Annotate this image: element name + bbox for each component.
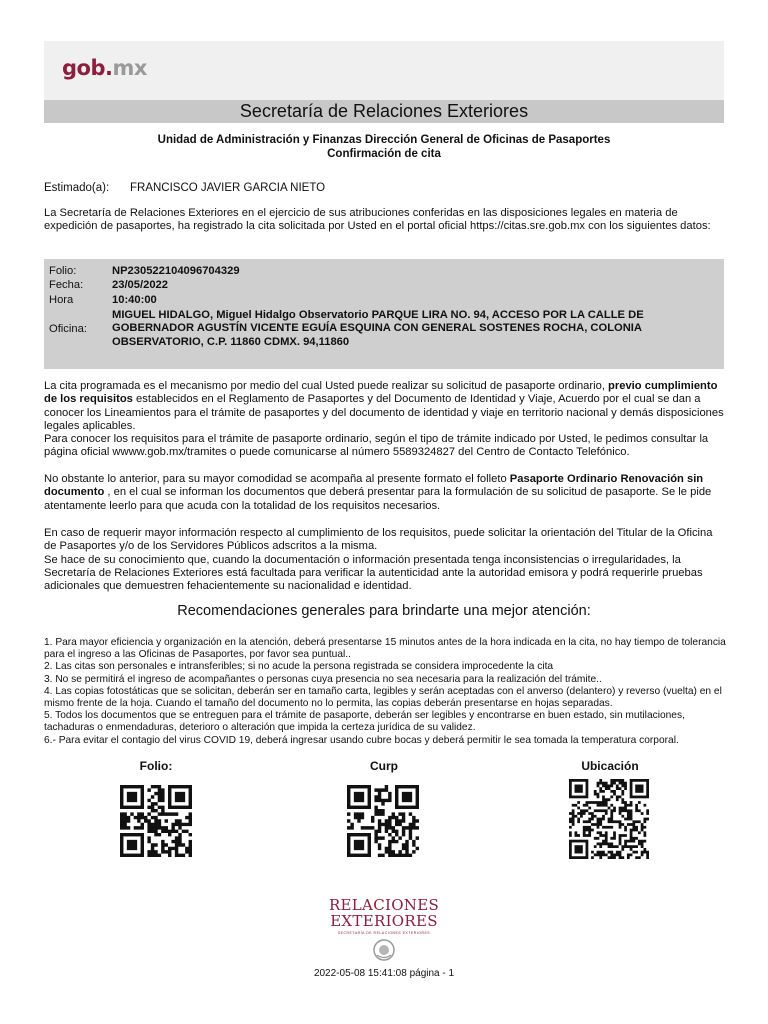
recommendation-item: 2. Las citas son personales e intransferibles; si no acude la persona registrada se considera improcedente la cita	[44, 661, 554, 673]
oficina-label: Oficina:	[49, 323, 87, 335]
ubicacion-qr-label: Ubicación	[581, 759, 639, 773]
coat-of-arms-icon	[371, 938, 397, 962]
recommendation-item: 1. Para mayor eficiencia y organización en la atención, deberá presentarse 15 minutos antes de la hora indicada en la cita, no hay tiempo de tolerancia para el ingreso a las Oficinas de Pasaportes, por favor sea puntual..	[44, 637, 726, 661]
gob-mx-logo: gob.mx	[62, 56, 147, 80]
hora-value: 10:40:00	[112, 294, 157, 306]
greeting-label: Estimado(a):	[44, 182, 110, 194]
recipient-name: FRANCISCO JAVIER GARCIA NIETO	[130, 182, 326, 194]
folio-qr-code	[120, 785, 192, 857]
recommendation-item: 4. Las copias fotostáticas que se solicitan, deberán ser en tamaño carta, legibles y serán aceptadas con el anverso (delantero) y reverso (vuelta) en el mismo frente de la hoja. Cuando el tamaño del documento no lo permita, las copias deberán presentarse en hojas separadas.	[44, 685, 722, 710]
recommendation-item: 5. Todos los documentos que se entreguen para el trámite de pasaporte, deberán ser legibles y encontrarse en buen estado, sin mutilaciones, tachaduras o enmendaduras, deterioro o alteración que impida la certeza jurídica de su validez.	[44, 710, 685, 734]
fecha-value: 23/05/2022	[112, 279, 168, 291]
greeting	[44, 182, 325, 194]
hora-label: Hora	[49, 294, 74, 306]
unit-title: Unidad de Administración y Finanzas Dirección General de Oficinas de Pasaportes	[157, 134, 611, 146]
recommendation-item: 6.- Para evitar el contagio del virus COVID 19, deberá ingresar usando cubre bocas y deberá permitir le sea tomada la temperatura corporal.	[44, 734, 679, 746]
brochure-paragraph: No obstante lo anterior, para su mayor comodidad se acompaña al presente formato el folleto Pasaporte Ordinario Renovación sin documento , en el cual se informan los documentos que deberá presentar para la formulación de su solicitud de pasaporte. Se le pide atentamente leerlo para que acuda con la totalidad de los requisitos necesarios.	[44, 473, 712, 512]
recommendations-list	[44, 637, 726, 747]
folio-qr-label: Folio:	[139, 759, 173, 773]
curp-qr-code	[347, 785, 419, 857]
subtitle	[44, 133, 724, 161]
secretaria-title: Secretaría de Relaciones Exteriores	[44, 100, 724, 123]
oficina-value: MIGUEL HIDALGO, Miguel Hidalgo Observatorio PARQUE LIRA NO. 94, ACCESO POR LA CALLE DE GOBERNADOR AGUSTÍN VICENTE EGUÍA ESQUINA CON GENERAL SOSTENES ROCHA, COLONIA OBSERVATORIO, C.P. 11860 CDMX. 94,11860	[112, 309, 644, 348]
appointment-details	[44, 259, 724, 369]
curp-qr-label: Curp	[370, 759, 398, 773]
requirements-paragraph: La cita programada es el mecanismo por medio del cual Usted puede realizar su solicitud de pasaporte ordinario, previo cumplimiento de los requisitos establecidos en el Reglamento de Pasaportes y del Documento de Identidad y Viaje, Acuerdo por el cual se dan a conocer los Lineamientos para el trámite de pasaportes y del documento de identidad y viaje en territorio nacional y demás disposiciones legales aplicables. Para conocer los requisitos para el trámite de pasaporte ordinario, según el tipo de trámite indicado por Usted, le pedimos consultar la página oficial wwww.gob.mx/tramites o puede comunicarse al número 5589324827 del Centro de Contacto Telefónico.	[44, 380, 724, 459]
verification-paragraph: En caso de requerir mayor información respecto al cumplimiento de los requisitos, puede solicitar la orientación del Titular de la Oficina de Pasaportes y/o de los Servidores Públicos adscritos a la misma. Se hace de su conocimiento que, cuando la documentación o información presentada tenga inconsistencias o irregularidades, la Secretaría de Relaciones Exteriores está facultada para verificar la autenticidad ante la autoridad emisora y podrá requerirle pruebas adicionales que demuestren fehacientemente su nacionalidad e identidad.	[44, 527, 713, 593]
print-timestamp: 2022-05-08 15:41:08 página - 1	[313, 968, 455, 979]
recommendations-title: Recomendaciones generales para brindarte una mejor atención:	[177, 603, 591, 619]
folio-label: Folio:	[49, 265, 77, 277]
fecha-label: Fecha:	[49, 279, 84, 291]
relaciones-exteriores-logo: RELACIONES EXTERIORES SECRETARÍA DE RELACIONES EXTERIORES	[300, 897, 468, 967]
document-title: Confirmación de cita	[327, 148, 441, 160]
intro-paragraph: La Secretaría de Relaciones Exteriores en el ejercicio de sus atribuciones conferidas en las disposiciones legales en materia de expedición de pasaportes, ha registrado la cita solicitada por Usted en el portal oficial https://citas.sre.gob.mx con los siguientes datos:	[44, 207, 711, 233]
folio-value: NP230522104096704329	[112, 265, 240, 277]
recommendation-item: 3. No se permitirá el ingreso de acompañantes o personas cuya presencia no sea necesaria para la realización del trámite..	[44, 673, 602, 685]
ubicacion-qr-code	[569, 779, 649, 859]
